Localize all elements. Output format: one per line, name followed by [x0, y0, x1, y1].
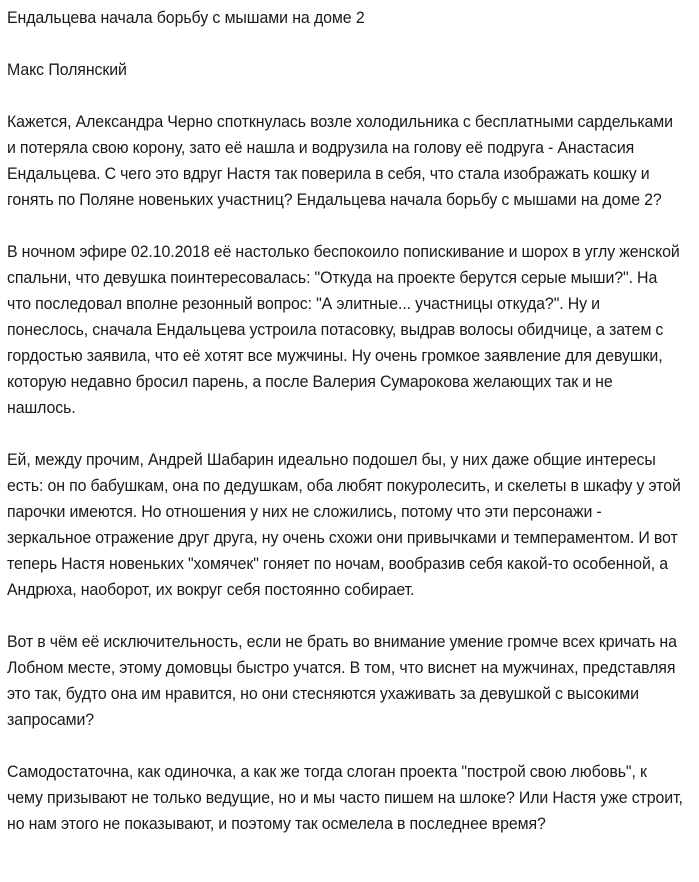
article-paragraph: В ночном эфире 02.10.2018 её настолько беспокоило попискивание и шорох в углу женской спальни, что девушка поинтересовалась: "Откуда на проекте берутся серые мыши?". На что последовал вполне резонный вопрос: "А элитные... участницы откуда?". Ну и понеслось, сначала Ендальцева устроила потасовку, выдрав волосы обидчице, а затем с гордостью заявила, что её хотят все мужчины. Ну очень громкое заявление для девушки, которую недавно бросил парень, а после Валерия Сумарокова желающих так и не нашлось.: [7, 243, 680, 417]
article-paragraph: Самодостаточна, как одиночка, а как же тогда слоган проекта "построй свою любовь", к чему призывают не только ведущие, но и мы часто пишем на шлоке? Или Настя уже строит, но нам этого не показывают, и поэтому так осмелела в последнее время?: [7, 763, 683, 833]
page-title: Ендальцева начала борьбу с мышами на доме 2: [7, 9, 365, 27]
article-paragraph: Кажется, Александра Черно споткнулась возле холодильника с бесплатными сардельками и потеряла свою корону, зато её нашла и водрузила на голову её подруга - Анастасия Ендальцева. С чего это вдруг Настя так поверила в себя, что стала изображать кошку и гонять по Поляне новеньких участниц? Ендальцева начала борьбу с мышами на доме 2?: [7, 113, 673, 209]
article-author: Макс Полянский: [7, 61, 127, 79]
article-paragraph: Вот в чём её исключительность, если не брать во внимание умение громче всех кричать на Лобном месте, этому домовцы быстро учатся. В том, что виснет на мужчинах, представляя это так, будто она им нравится, но они стесняются ухаживать за девушкой с высокими запросами?: [7, 633, 677, 729]
article-body: [7, 109, 685, 837]
article-paragraph: Ей, между прочим, Андрей Шабарин идеально подошел бы, у них даже общие интересы есть: он по бабушкам, она по дедушкам, оба любят покуролесить, и скелеты в шкафу у этой парочки имеются. Но отношения у них не сложились, потому что эти персонажи - зеркальное отражение друг друга, ну очень схожи они привычками и темпераментом. И вот теперь Настя новеньких "хомячек" гоняет по ночам, вообразив себя какой-то особенной, а Андрюха, наоборот, их вокруг себя постоянно собирает.: [7, 451, 681, 599]
